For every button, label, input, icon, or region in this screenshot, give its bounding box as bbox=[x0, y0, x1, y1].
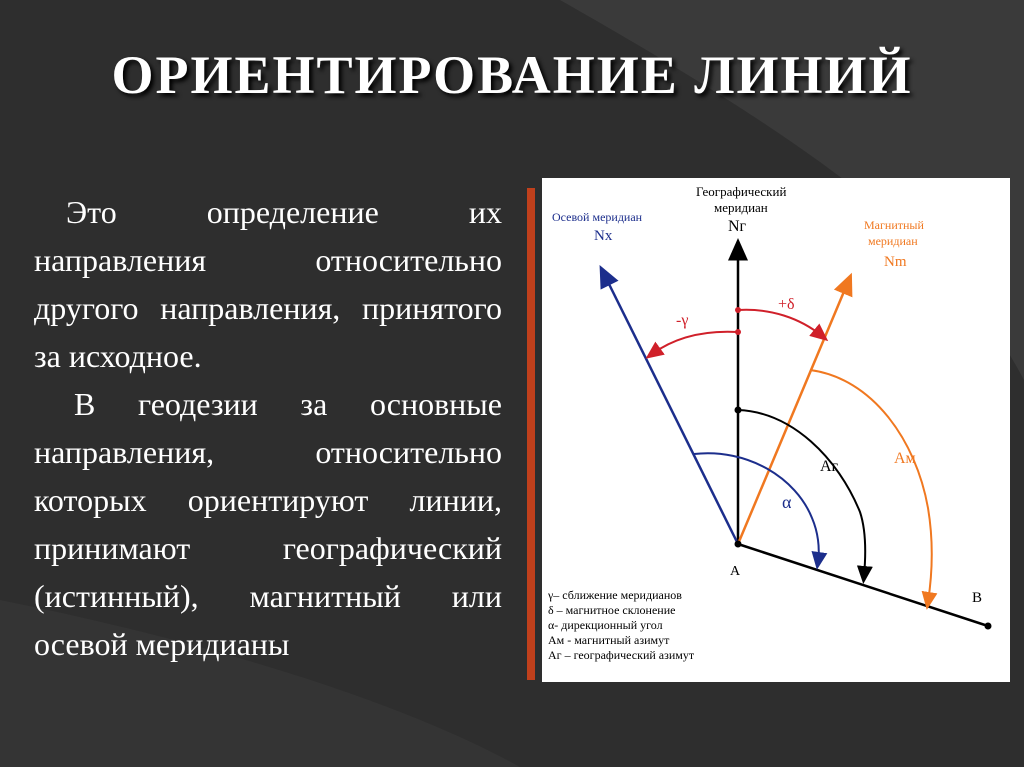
geo-meridian-label-2: меридиан bbox=[714, 200, 768, 215]
minus-gamma-label: -γ bbox=[676, 312, 689, 329]
axial-meridian-label: Осевой меридиан bbox=[552, 210, 643, 224]
point-a-label: A bbox=[730, 564, 741, 579]
legend-item-ag: Аг – географический азимут bbox=[548, 648, 695, 662]
geo-north-label: Nг bbox=[728, 218, 747, 235]
geo-meridian-label-1: Географический bbox=[696, 184, 787, 199]
orientation-diagram bbox=[542, 178, 1010, 682]
paragraph-meridians: В геодезии за основные направления, относительно которых ориентируют линии, принимают географический (истинный), магнитный или осевой меридианы bbox=[34, 386, 502, 662]
plus-delta-label: +δ bbox=[778, 296, 795, 313]
ag-label: Аг bbox=[820, 458, 839, 475]
accent-bar bbox=[527, 188, 535, 680]
diagram-legend bbox=[548, 588, 694, 663]
am-label: Ам bbox=[894, 450, 916, 467]
legend-item-alpha: α- дирекционный угол bbox=[548, 618, 663, 632]
axial-meridian-line bbox=[604, 274, 738, 544]
paragraph-definition: Это определение их направления относительно другого направления, принятого за исходное. bbox=[34, 194, 502, 374]
legend-item-am: Ам - магнитный азимут bbox=[548, 633, 670, 647]
body-text bbox=[34, 188, 502, 668]
legend-item-gamma: γ– сближение меридианов bbox=[548, 588, 682, 602]
legend-item-delta: δ – магнитное склонение bbox=[548, 603, 676, 617]
point-b-dot bbox=[985, 623, 992, 630]
line-ab bbox=[738, 544, 988, 626]
am-arc bbox=[810, 370, 932, 602]
mag-north-label: Nm bbox=[884, 254, 907, 270]
point-b-label: B bbox=[972, 590, 983, 606]
mag-meridian-label-1: Магнитный bbox=[864, 218, 924, 232]
slide-title: ОРИЕНТИРОВАНИЕ ЛИНИЙ bbox=[111, 45, 913, 105]
axial-north-label: Nx bbox=[594, 228, 613, 244]
minus-gamma-arc bbox=[652, 332, 738, 354]
magnetic-meridian-line bbox=[738, 282, 848, 544]
point-a-dot bbox=[735, 541, 742, 548]
mag-meridian-label-2: меридиан bbox=[868, 234, 918, 248]
alpha-label: α bbox=[782, 492, 792, 512]
alpha-arc bbox=[694, 453, 819, 562]
